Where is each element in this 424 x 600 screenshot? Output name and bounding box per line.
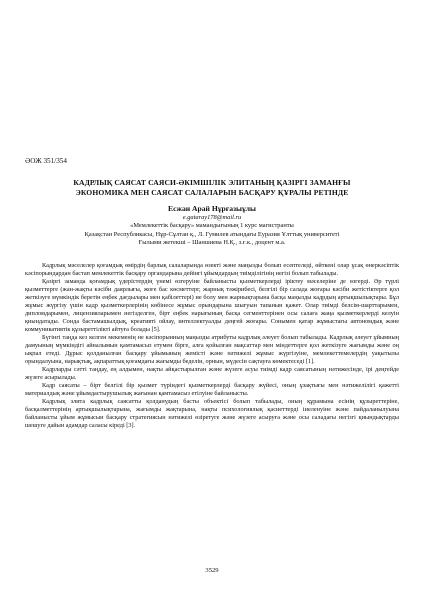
- author-name: Есжан Арай Нұрғазыұлы: [168, 204, 256, 213]
- article-body: [25, 262, 399, 430]
- affiliation-line: Ғылыми жетекші – Шаншиева Н.Қ., з.ғ.к., доцент м.а.: [138, 239, 286, 247]
- body-paragraph: Кадрлық элита кадрлық саясатты қолданудың басты объектісі болып табылады, оның құрамына есінің құзыреттеріне, басқалметтерінің артықшылықтарына, жағымды жақтарына, нақты психологиялық қасиеттерді іиеленуіне және пайдаланылуына байланысты ұйым жұмысын басқару стратегиясын нәтижелі өзіретуге және жүзеге асыруға және осы саладағы негізгі қиындықтарды шешуге дайын адамдар саласы кіреді [3].: [25, 398, 399, 430]
- title-line: КАДРЛЫҚ САЯСАТ САЯСИ-ӘКІМШІЛІК ЭЛИТАНЫҢ ҚАЗІРГІ ЗАМАНҒЫ: [73, 178, 351, 187]
- author-affiliation: [30, 214, 394, 248]
- body-paragraph: Кадр саясаты – бірт белгілі бір қызмет түріндегі қызметкерлерді басқару жүйесі, оның ұзақтығы мен нәтижелілігі қажетті материалдық және ұйымдастырушылық жағынан қамтамасыз етілуіне байланысты.: [25, 382, 399, 398]
- body-paragraph: Кадрлық мәселелер қоғамдық өмірдің барлық салаларында өзекті және маңызды болып есептеледі, өйткені олар ұсақ өнеркәсіптік кәсіпорындардан бастап мемлекеттік басқару органдарына дейінгі ұйымдардың тиімділігінің негізі болып табылады.: [25, 262, 399, 277]
- udc-code: ӘОЖ 351/354: [25, 157, 67, 165]
- author-email: e.gataray178@mail.ru: [182, 214, 242, 221]
- affiliation-line: «Мемлекеттік басқару» мамандығының 1 курс магистранты: [130, 222, 294, 230]
- title-line: ЭКОНОМИКА МЕН САЯСАТ САЛАЛАРЫН БАСҚАРУ ҚҰРАЛЫ РЕТІНДЕ: [75, 188, 349, 197]
- body-paragraph: Бүгінгі таңда кез келген мекеменің не кәсіпорынның маңызды атрибуты кадрлық әлеует болып табылады. Кадрлық әлеует ұйымның дамуының мүмкіндігі айналымын қамтамасыз етумен бірге, алға қойылған мақсаттар мен міндеттерге қол жеткізуге жағымды және оң ықпал етеді. Дұрыс қолданылған басқару ұйымының жемісті және нәтижелі жұмыс жүргізуіне, мемлекеттемелердің уақытылы орындалуына, нарықтық, ақпараттық қоғамдағы жағымды беделін, орнын, мүдесін сақтауға көмектеседі [1].: [25, 333, 399, 365]
- body-paragraph: Қазіргі заманда қоғамдық үдерістердің үнемі өзгеруіне байланысты қызметкерлерді іріктеу мәселеріне де өзгерді. Әр түрлі қызметтерге (жан-жақты кәсіби даярлығы, жоғе бас көсметтерг, жарнық тәжірибесі, белгілі бір салада жоғары кәсіби жетістіктерге қол жеткізуге мүмкіндік беретін еңбек дағдылары мен қабілеттері) ие болу мен жарнықтарына басқа маңызды кадрдың артықшылықтары. Бұл жұмыс жүргізу үшін кадр қызметкерлерінің көбінесе жұмыс орындарына шығуын тапанын қажет. Олар тиімді белсім-шарттарымен, дипломдарымен, лицензияларымен негізделген, бірт еңбек нарығының басқа сегменттерінен осы салаға жаңа қызметкерлерді келуін қиындатады. Сонда бастамашылдық, креативті ойлау, интеллектуалды деңгей жоғары. Сонымен қатар жұмыстағы автономдық және коммуникативтік құзыреттілікті айтуға болады [5].: [25, 278, 399, 333]
- affiliation-line: Қазақстан Республикасы, Нұр-Сұлтан қ., Л. Гумилев атындағы Еуразия Ұлттық университеті: [84, 230, 340, 238]
- page-number: 3529: [205, 567, 219, 574]
- body-paragraph: Кадрларды сәтті таңдау, ең алдымен, нақты айқастырылған және жүзеге асуы тиімді кадр саясатының нәтижесінде, ірі деңгейде жүзеге асырылады.: [25, 365, 399, 381]
- article-title: [34, 178, 390, 198]
